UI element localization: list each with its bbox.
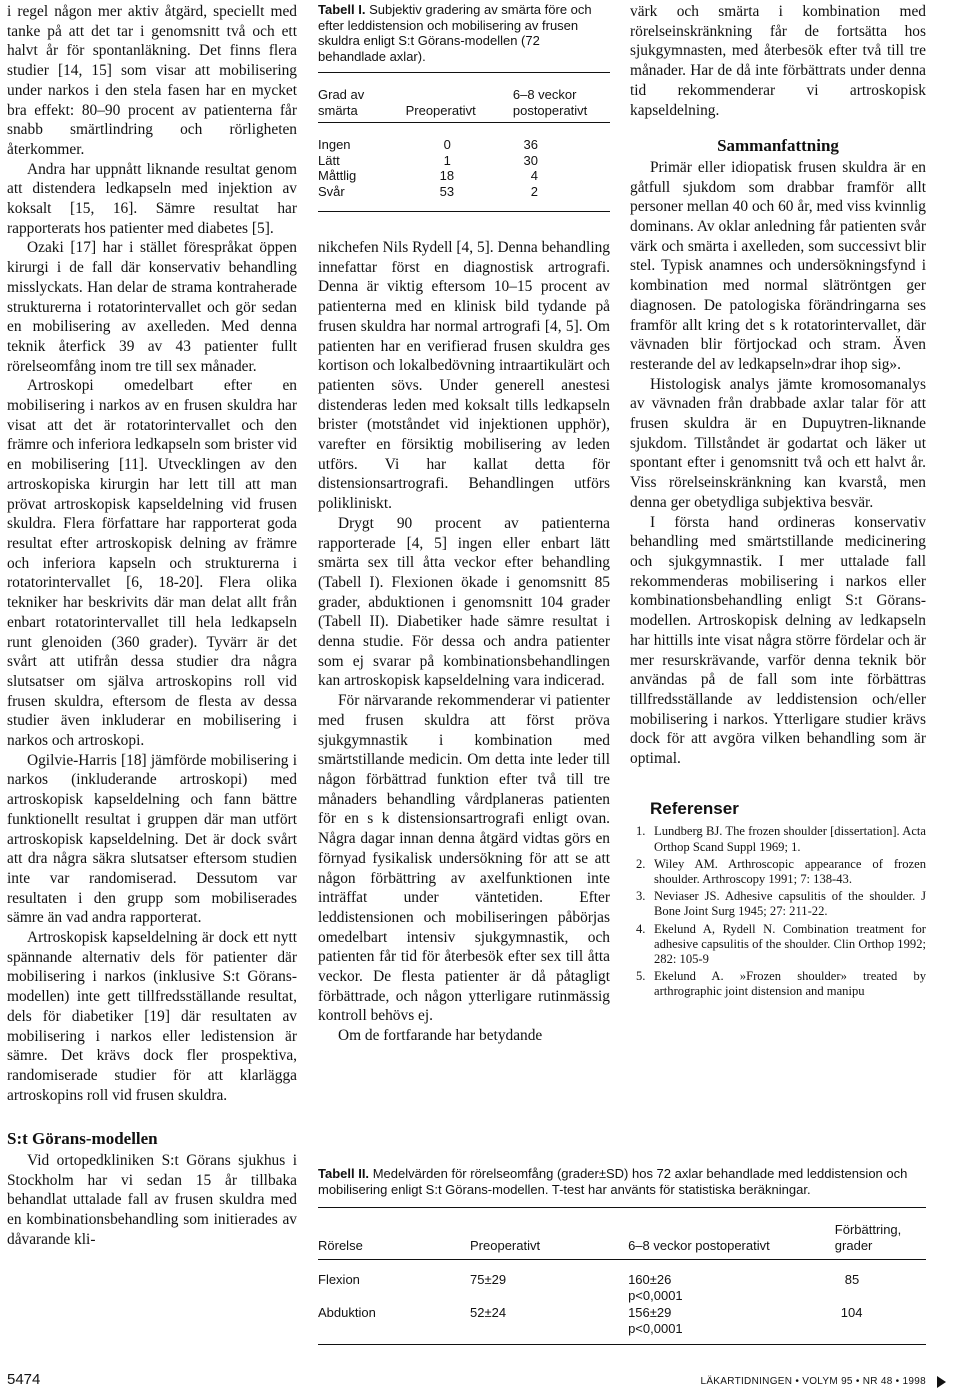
table-cell-pvalue: p<0,0001: [628, 1287, 683, 1303]
table-cell: 2: [530, 183, 538, 199]
references-heading: Referenser: [650, 798, 739, 818]
table-cell: Svår: [318, 183, 345, 199]
table-row: [318, 184, 610, 212]
reference-number: 4.: [636, 921, 646, 936]
table-cell: 18: [439, 168, 455, 183]
body-paragraph: nikchefen Nils Rydell [4, 5]. Denna behandling innefattar först en diagnostisk artrografi. Denna är viktig eftersom 10–15 procent av patienterna med en klinisk bild tydande på frusen skuldra har normal artrografi [4, 5]. Om patienten har en verifierad frusen skuldra ges kortison och lokalbedövning intraartikulärt och patienten sövs. Under generell anestesi distenderas leden med koksalt tills ledkapseln brister (motståndet vid injektionen upphör), varefter en försiktig mobilisering av leden utförs. Vi har kallat detta för distensionsartrografi. Behandlingen utförs polikliniskt.: [318, 239, 610, 513]
section-heading: S:t Görans-modellen: [7, 1129, 158, 1149]
table-cell: Abduktion: [318, 1305, 376, 1320]
body-paragraph: värk och smärta i kombination med rörelseinskränkning får de fortsätta hos sjukgymnasten, med återbesök efter två till tre månader. Har de då inte förbättrats under denna tid rekommenderar vi artroskopisk kapseldelning.: [630, 3, 926, 119]
body-paragraph: Primär eller idiopatisk frusen skuldra är en gåtfull sjukdom som drabbar framför allt personer mellan 40 och 60 år, med viss kvinnlig dominans. Av oklar anledning får patienten svår värk och smärta i axelleden, som successivt blir stel. Typisk anamnes och undersökningsfynd i kombination med normal slätröntgen ger diagnosen. De patologiska förändringarna ses framför allt kring det s k rotatorintervallet, där vävnaden blir förtjockad och stram. Även resterande del av ledkapseln»drar ihop sig».: [630, 158, 926, 373]
reference-item: [630, 824, 926, 854]
reference-text: Neviaser JS. Adhesive capsulitis of the shoulder. J Bone Joint Surg 1945; 27: 211-22.: [654, 889, 926, 919]
reference-text: Lundberg BJ. The frozen shoulder [dissertation]. Acta Orthop Scand Suppl 1969; 1.: [654, 824, 926, 854]
table-caption-text: Medelvärden för rörelseomfång (grader±SD) hos 72 axlar behandlade med leddistension och mobilisering enligt S:t Görans-modellen. T-test har använts för statistiska beräkningar.: [318, 1166, 908, 1197]
table-cell: 0: [443, 137, 451, 152]
column-2: [318, 238, 610, 1046]
next-page-arrow-icon: [937, 1376, 946, 1388]
body-paragraph: Ozaki [17] har i stället förespråkat öppen kirurgi i de fall där konservativ behandling misslyckats. Han delar de strama kontraherade strukturerna i rotatorintervallet och gör sedan en mobilisering av axelleden. Med denna teknik återfick 39 av 43 patienter fullt rörelseomfång inom tre till sex månader.: [7, 239, 297, 375]
table-cell: 53: [439, 183, 455, 199]
journal-footer: LÄKARTIDNINGEN • VOLYM 95 • NR 48 • 1998: [700, 1376, 926, 1387]
table-cell: [628, 1260, 835, 1303]
column-1: [7, 2, 297, 1250]
table-row: [318, 137, 610, 153]
table-cell: Måttlig: [318, 168, 357, 183]
table-row: [318, 1303, 926, 1344]
table-cell: 36: [523, 137, 538, 152]
table-header: 6–8 veckor postoperativt: [512, 87, 588, 118]
table-rule: [318, 1344, 926, 1345]
table-caption-text: Subjektiv gradering av smärta före och efter leddistension och mobilisering av frusen skuldra enligt S:t Görans-modellen (72 behandlade axlar).: [318, 2, 592, 64]
reference-text: Wiley AM. Arthroscopic appearance of frozen shoulder. Arthroscopy 1991; 7: 138-43.: [654, 856, 926, 887]
body-paragraph: Drygt 90 procent av patienterna rapporterade [4, 5] ingen eller enbart lätt smärta sex till åtta veckor efter behandling (Tabell I). Flexionen ökade i genomsnitt 85 grader, abduktionen i genomsnitt 104 grader (Tabell II). Diabetiker hade sämre resultat i denna studie. För dessa och andra patienter som ej svarar på kombinationsbehandlingen kan artroskopisk kapseldelning vara indicerad.: [318, 514, 610, 690]
table-cell: 85: [844, 1272, 860, 1287]
column-3: [630, 2, 926, 1002]
table-caption: [318, 1166, 926, 1197]
body-paragraph: Om de fortfarande har betydande: [338, 1027, 543, 1045]
table-header: Rörelse: [318, 1237, 363, 1253]
table-cell: Ingen: [318, 137, 351, 152]
table-cell: 30: [523, 152, 538, 168]
body-paragraph: Ogilvie-Harris [18] jämförde mobilisering i narkos (inkluderande artroskopi) med artroskopisk kapseldelning och fann bättre funktionellt resultat i gruppen där man utfört artroskopisk kapseldelning. Det är dock svårt att dra några säkra slutsatser eftersom studien inte var randomiserad. Dessutom var resultaten i den grupp som mobiliserades sämre än vad andra rapporterat.: [7, 751, 297, 927]
table-1: [318, 2, 610, 212]
table-header: 6–8 veckor postoperativt: [628, 1237, 770, 1253]
body-paragraph: För närvarande rekommenderar vi patienter med frusen skuldra att först pröva sjukgymnastik i kombination med smärtstillande medicin. Om detta inte leder till någon förbättrad funktion efter två till tre månaders behandling vårdplaneras patienten för en s k distensionsartrografi enligt ovan. Några dagar innan denna åtgärd vidtas görs en förnyad fysikalisk undersökning för att se att någon förbättring av axelfunktionen inte inträffat under väntetiden. Efter leddistensionen och mobiliseringen påbörjas omedelbart intensiv sjukgymnastik, och patienten får tid för återbesök efter sex till åtta veckor. De flesta patienter är då påtagligt förbättrade, och någon ytterligare rutinmässig kontroll behövs ej.: [318, 692, 610, 1025]
table-2-grid: [318, 1208, 926, 1344]
table-cell: 52±24: [470, 1305, 507, 1320]
page-number: 5474: [7, 1371, 41, 1388]
table-cell-value: 160±26: [628, 1272, 672, 1287]
table-cell: Lätt: [318, 152, 340, 168]
table-cell: [628, 1303, 835, 1344]
reference-item: [630, 922, 926, 968]
body-paragraph: I första hand ordineras konservativ behandling med smärtstillande medicinering och sjukgymnastik. I mer uttalade fall rekommenderas mobilisering i narkos eller kombinationsbehandling enligt S:t Görans-modellen. Artroskopisk delning av ledkapseln har hittills inte visat några större fördelar och är mer resurskrävande, varför denna teknik bör användas på de fall som inte förbättras tillfredsställande av leddistension och/eller mobilisering i narkos. Ytterligare studier krävs dock för att avgöra vilken behandling som är optimal.: [630, 513, 926, 768]
body-paragraph: Histologisk analys jämte kromosomanalys av vävnaden från drabbade axlar talar för att frusen skuldra är en Dupuytren-liknande sjukdom. Tillståndet är godartat och läker ut spontant efter i genomsnitt två och ett halvt år. Viss rörelseinskränkning kan kvarstå, men denna ger obetydliga subjektiva besvär.: [630, 375, 926, 511]
reference-text: Ekelund A. »Frozen shoulder» treated by arthrographic joint distension and manipu: [654, 969, 926, 999]
table-caption: [318, 2, 610, 64]
body-paragraph: i regel någon mer aktiv åtgärd, speciellt med tanke på att det tar i genomsnitt två och ett halvt år för spontanläkning. Det finns flera studier [14, 15] som visar att mobilisering under narkos i den stela fasen har en mycket bra effekt: 80–90 procent av patienterna får snabb smärtlindring och rörligheten återkommer.: [7, 3, 297, 158]
body-paragraph: Artroskopisk kapseldelning är dock ett nytt spännande alternativ dels för patienter där mobilisering i narkos (inklusive S:t Görans-modellen) inte gett tillfredsställande resultat, dels för diabetiker [19] där resultaten av mobilisering i narkos eller ledistension är sämre. Det krävs dock fler prospektiva, randomiserade studier för att klarlägga artroskopins roll vid frusen skuldra.: [7, 929, 297, 1104]
reference-item: [630, 969, 926, 999]
reference-number: 2.: [636, 856, 646, 871]
table-1-grid: [318, 73, 610, 211]
table-header: Preoperativt: [405, 102, 476, 118]
reference-number: 3.: [636, 889, 646, 904]
table-2: [318, 1166, 926, 1345]
table-header: Grad av smärta: [318, 87, 365, 118]
table-cell: 104: [840, 1305, 863, 1320]
table-cell-pvalue: p<0,0001: [628, 1320, 683, 1336]
table-rule: [318, 211, 610, 212]
body-paragraph: Artroskopi omedelbart efter en mobilisering i narkos av en frusen skuldra har visat att det är rotatorintervallet och den främre och inferiora ledkapseln som brister vid en mobilisering [11]. Utvecklingen av den artroskopiska kirurgin har lett till att man prövat artroskopisk kapseldelning vid frusen skuldra. Flera författare har rapporterat goda resultat efter artroskopisk delning av främre och inferiora kapseln och strukturerna i rotatorintervallet [6, 18-20]. Flera olika tekniker har beskrivits där man delat allt från enbart rotatorintervallet till hela ledkapseln runt glenoiden (360 grader). Tyvärr är det svårt att utifrån dessa studier dra några slutsatser om själva artroskopins roll vid frusen skuldra, eftersom de flesta av dessa studier även inkluderar en mobilisering i narkos och artroskopi.: [7, 377, 297, 750]
summary-heading: Sammanfattning: [717, 136, 839, 156]
reference-number: 5.: [636, 969, 646, 984]
reference-item: [630, 889, 926, 919]
table-cell: 1: [443, 152, 451, 168]
reference-item: [630, 857, 926, 887]
reference-text: Ekelund A, Rydell N. Combination treatment for adhesive capsulitis of the shoulder. Clin Orthop 1992; 282: 105-9: [654, 921, 926, 967]
table-label: Tabell I.: [318, 2, 366, 17]
table-row: [318, 1260, 926, 1303]
body-paragraph: Vid ortopedkliniken S:t Görans sjukhus i Stockholm har vi sedan 15 år tillbaka behandlat uttalade fall av frusen skuldra med en kombinationsbehandling som initierades av dåvarande kli-: [7, 1152, 297, 1248]
body-paragraph: Andra har uppnått liknande resultat genom att distendera ledkapseln med injektion av koksalt [15, 16]. Sämre resultat har rapporterats hos patienter med diabetes [5].: [7, 160, 297, 237]
table-cell: 75±29: [470, 1272, 507, 1287]
table-header: Preoperativt: [470, 1237, 541, 1253]
reference-number: 1.: [636, 824, 646, 839]
table-label: Tabell II.: [318, 1166, 370, 1181]
table-cell: 4: [530, 168, 538, 183]
table-row: [318, 153, 610, 169]
references-list: [630, 824, 926, 999]
table-header: Förbättring, grader: [834, 1222, 902, 1253]
table-cell-value: 156±29: [628, 1305, 672, 1320]
table-cell: Flexion: [318, 1272, 360, 1287]
table-row: [318, 168, 610, 184]
